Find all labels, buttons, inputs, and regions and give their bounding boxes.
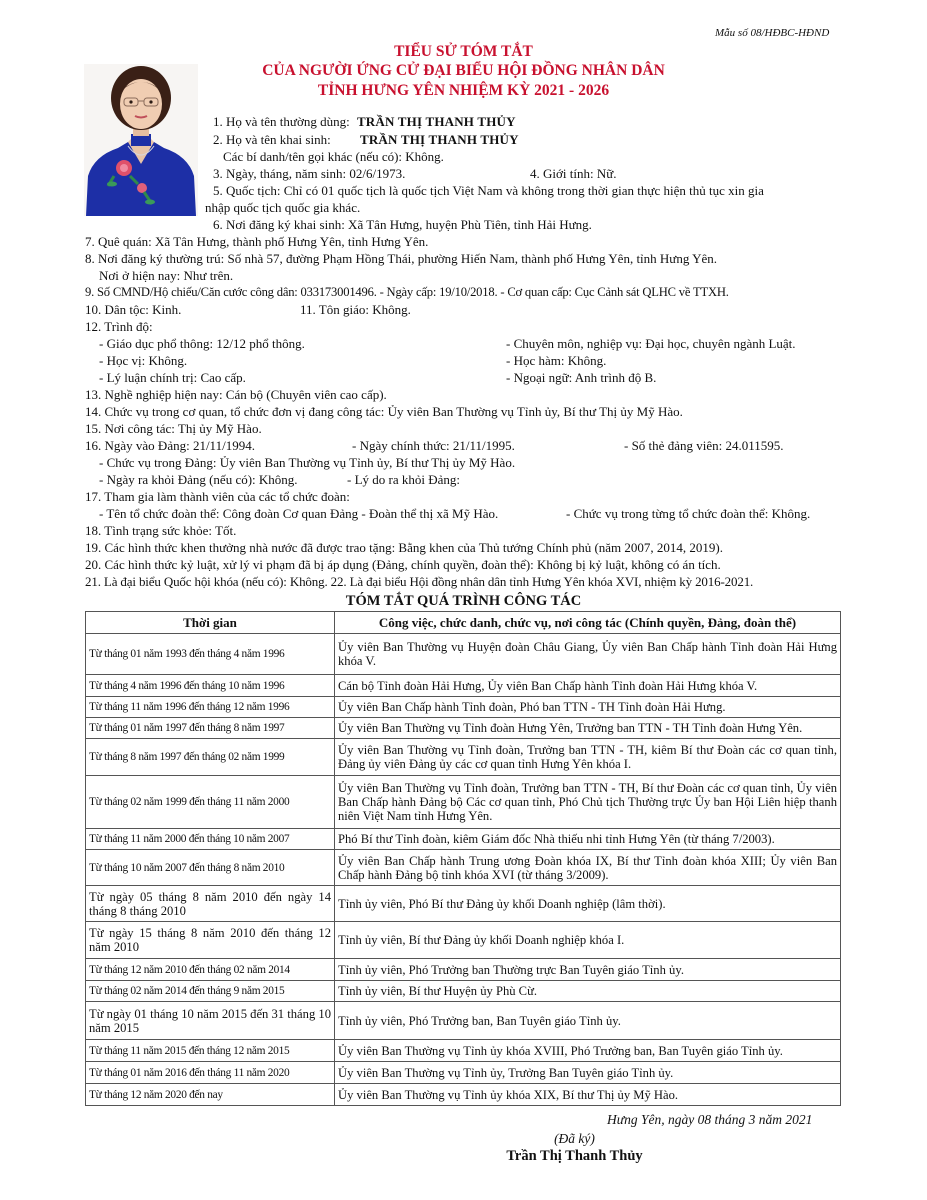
field-academic-degree: - Học vị: Không. [99,353,188,368]
cell-time: Từ tháng 01 năm 1993 đến tháng 4 năm 1996 [86,634,335,675]
field-position: 14. Chức vụ trong cơ quan, tổ chức đơn vị đang công tác: Ủy viên Ban Thường vụ Tỉnh ủy, Bí thư Thị ủy Mỹ Hào. [85,404,683,419]
field-ethnicity: 10. Dân tộc: Kinh. [85,302,182,317]
cell-description: Ủy viên Ban Chấp hành Trung ương Đoàn khóa IX, Bí thư Tỉnh đoàn khóa XIII; Ủy viên Ban Chấp hành Đảng bộ tỉnh khóa XVI (từ tháng 3/2009). [335,850,841,886]
cell-time: Từ tháng 12 năm 2020 đến nay [86,1084,335,1106]
table-row [86,776,841,829]
field-label: 1. Họ và tên thường dùng: [213,114,350,129]
cell-description: Ủy viên Ban Thường vụ Tỉnh đoàn, Trưởng ban TTN - TH, Bí thư Đoàn các cơ quan tỉnh, Ủy viên Ban Chấp hành Đảng bộ Các cơ quan tỉnh, Phó Chủ tịch Thường trực Ủy ban Hội Liên hiệp thanh niên Việt Nam tỉnh Hưng Yên. [335,776,841,829]
cell-description: Ủy viên Ban Thường vụ Tỉnh ủy khóa XIX, Bí thư Thị ủy Mỹ Hào. [335,1084,841,1106]
form-number: Mẫu số 08/HĐBC-HĐND [715,27,830,39]
field-specialty: - Chuyên môn, nghiệp vụ: Đại học, chuyên ngành Luật. [506,336,796,351]
field-party-card-number: - Số thẻ đảng viên: 24.011595. [624,438,784,453]
table-row [86,1002,841,1040]
table-row [86,718,841,739]
cell-description: Ủy viên Ban Thường vụ Tỉnh đoàn, Trưởng ban TTN - TH, kiêm Bí thư Đoàn các cơ quan tỉnh, Đảng ủy viên Đảng ủy các cơ quan tỉnh Hưng Yên khóa I. [335,739,841,776]
table-header-row [86,612,841,634]
field-foreign-language: - Ngoại ngữ: Anh trình độ B. [506,370,657,385]
field-nationality: 5. Quốc tịch: Chỉ có 01 quốc tịch là quốc tịch Việt Nam và không trong thời gian thực hiện thủ tục xin gia [213,183,764,198]
table-row [86,634,841,675]
field-party-position: - Chức vụ trong Đảng: Ủy viên Ban Thường vụ Tỉnh ủy, Bí thư Thị ủy Mỹ Hào. [99,455,516,470]
field-birth-registration: 6. Nơi đăng ký khai sinh: Xã Tân Hưng, huyện Phù Tiên, tỉnh Hải Hưng. [213,217,592,232]
table-row [86,1040,841,1062]
cell-description: Tỉnh ủy viên, Phó Bí thư Đảng ủy khối Doanh nghiệp (lâm thời). [335,886,841,922]
field-alias: Các bí danh/tên gọi khác (nếu có): Không. [223,149,444,164]
field-organizations-heading: 17. Tham gia làm thành viên của các tổ chức đoàn: [85,489,350,504]
cell-description: Phó Bí thư Tỉnh đoàn, kiêm Giám đốc Nhà thiếu nhi tỉnh Hưng Yên (từ tháng 7/2003). [335,829,841,850]
field-party-left-date: - Ngày ra khỏi Đảng (nếu có): Không. [99,472,298,487]
cell-description: Tỉnh ủy viên, Bí thư Đảng ủy khối Doanh nghiệp khóa I. [335,922,841,959]
cell-description: Ủy viên Ban Thường vụ Huyện đoàn Châu Giang, Ủy viên Ban Chấp hành Tỉnh đoàn Hải Hưng khóa V. [335,634,841,675]
table-row [86,959,841,981]
candidate-photo [84,64,198,216]
table-row [86,697,841,718]
field-health: 18. Tình trạng sức khỏe: Tốt. [85,523,237,538]
table-row [86,850,841,886]
field-current-residence: Nơi ở hiện nay: Như trên. [99,268,234,283]
table-row [86,675,841,697]
cell-time: Từ tháng 11 năm 1996 đến tháng 12 năm 1996 [86,697,335,718]
field-occupation: 13. Nghề nghiệp hiện nay: Cán bộ (Chuyên viên cao cấp). [85,387,387,402]
cell-description: Ủy viên Ban Thường vụ Tỉnh ủy, Trưởng Ban Tuyên giáo Tỉnh ủy. [335,1062,841,1084]
cell-description: Tỉnh ủy viên, Phó Trưởng ban, Ban Tuyên giáo Tỉnh ủy. [335,1002,841,1040]
cell-time: Từ tháng 02 năm 1999 đến tháng 11 năm 2000 [86,776,335,829]
work-history-table [85,611,841,1106]
table-row [86,981,841,1002]
column-header-description: Công việc, chức danh, chức vụ, nơi công tác (Chính quyền, Đảng, đoàn thể) [335,612,841,634]
cell-description: Ủy viên Ban Thường vụ Tỉnh đoàn Hưng Yên, Trưởng ban TTN - TH Tỉnh đoàn Hưng Yên. [335,718,841,739]
field-id-card: 9. Số CMND/Hộ chiếu/Căn cước công dân: 033173001496. - Ngày cấp: 19/10/2018. - Cơ quan cấp: Cục Cảnh sát QLHC về TTXH. [85,285,729,299]
cell-time: Từ tháng 4 năm 1996 đến tháng 10 năm 1996 [86,675,335,697]
portrait-image [84,64,198,216]
field-party-left-reason: - Lý do ra khỏi Đảng: [347,472,461,487]
column-header-time: Thời gian [86,612,335,634]
field-political-theory: - Lý luận chính trị: Cao cấp. [99,370,246,385]
table-row [86,739,841,776]
field-birth-name [213,131,519,148]
document-subtitle: CỦA NGƯỜI ỨNG CỬ ĐẠI BIỂU HỘI ĐỒNG NHÂN DÂN [262,62,665,79]
cell-time: Từ tháng 12 năm 2010 đến tháng 02 năm 2014 [86,959,335,981]
cell-description: Cán bộ Tỉnh đoàn Hải Hưng, Ủy viên Ban Chấp hành Tỉnh đoàn Hải Hưng khóa V. [335,675,841,697]
table-row [86,886,841,922]
candidate-birth-name: TRẦN THỊ THANH THỦY [359,132,519,147]
signer-name: Trần Thị Thanh Thủy [506,1148,643,1164]
field-organization-name: - Tên tổ chức đoàn thể: Công đoàn Cơ quan Đảng - Đoàn thể thị xã Mỹ Hào. [99,506,499,521]
field-label: 2. Họ và tên khai sinh: [213,132,331,147]
table-row [86,922,841,959]
cell-description: Ủy viên Ban Chấp hành Tỉnh đoàn, Phó ban TTN - TH Tỉnh đoàn Hải Hưng. [335,697,841,718]
field-party-join-date: 16. Ngày vào Đảng: 21/11/1994. [85,438,255,453]
field-workplace: 15. Nơi công tác: Thị ủy Mỹ Hào. [85,421,262,436]
cell-time: Từ tháng 11 năm 2015 đến tháng 12 năm 2015 [86,1040,335,1062]
field-awards: 19. Các hình thức khen thưởng nhà nước đã được trao tặng: Bằng khen của Thủ tướng Chính phủ (năm 2007, 2014, 2019). [85,540,723,555]
document-title: TIỂU SỬ TÓM TẮT [394,43,533,60]
document-subtitle-term: TỈNH HƯNG YÊN NHIỆM KỲ 2021 - 2026 [317,82,610,99]
table-row [86,1062,841,1084]
candidate-name: TRẦN THỊ THANH THỦY [356,114,516,129]
cell-time: Từ tháng 8 năm 1997 đến tháng 02 năm 1999 [86,739,335,776]
field-organization-role: - Chức vụ trong từng tổ chức đoàn thể: Không. [566,506,811,521]
cell-time: Từ tháng 11 năm 2000 đến tháng 10 năm 2007 [86,829,335,850]
cell-time: Từ ngày 01 tháng 10 năm 2015 đến 31 tháng 10 năm 2015 [86,1002,335,1040]
field-education-heading: 12. Trình độ: [85,319,153,334]
signed-note: (Đã ký) [554,1131,595,1146]
field-gender: 4. Giới tính: Nữ. [530,166,617,181]
cell-time: Từ ngày 15 tháng 8 năm 2010 đến tháng 12 năm 2010 [86,922,335,959]
cell-time: Từ tháng 01 năm 2016 đến tháng 11 năm 2020 [86,1062,335,1084]
field-common-name [213,113,516,130]
field-discipline: 20. Các hình thức kỷ luật, xử lý vi phạm đã bị áp dụng (Đảng, chính quyền, đoàn thể): Không bị kỷ luật, không có án tích. [85,557,721,572]
field-general-education: - Giáo dục phổ thông: 12/12 phổ thông. [99,336,305,351]
field-nationality-cont: nhập quốc tịch quốc gia khác. [205,200,361,215]
field-permanent-residence: 8. Nơi đăng ký thường trú: Số nhà 57, đường Phạm Hồng Thái, phường Hiến Nam, thành phố Hưng Yên, tỉnh Hưng Yên. [85,251,718,266]
field-party-official-date: - Ngày chính thức: 21/11/1995. [352,438,515,453]
field-hometown: 7. Quê quán: Xã Tân Hưng, thành phố Hưng Yên, tỉnh Hưng Yên. [85,234,429,249]
field-representative-history: 21. Là đại biểu Quốc hội khóa (nếu có): Không. 22. Là đại biểu Hội đồng nhân dân tỉnh Hưng Yên khóa XVI, nhiệm kỳ 2016-2021. [85,574,754,589]
field-religion: 11. Tôn giáo: Không. [300,302,411,317]
cell-time: Từ tháng 10 năm 2007 đến tháng 8 năm 2010 [86,850,335,886]
place-date: Hưng Yên, ngày 08 tháng 3 năm 2021 [607,1112,813,1127]
cell-time: Từ ngày 05 tháng 8 năm 2010 đến ngày 14 tháng 8 tháng 2010 [86,886,335,922]
cell-time: Từ tháng 02 năm 2014 đến tháng 9 năm 2015 [86,981,335,1002]
work-history-title: TÓM TẮT QUÁ TRÌNH CÔNG TÁC [345,593,582,609]
cell-description: Tỉnh ủy viên, Phó Trưởng ban Thường trực Ban Tuyên giáo Tỉnh ủy. [335,959,841,981]
cell-description: Ủy viên Ban Thường vụ Tỉnh ủy khóa XVIII, Phó Trưởng ban, Ban Tuyên giáo Tỉnh ủy. [335,1040,841,1062]
table-row [86,829,841,850]
field-academic-title: - Học hàm: Không. [506,353,607,368]
cell-time: Từ tháng 01 năm 1997 đến tháng 8 năm 1997 [86,718,335,739]
table-row [86,1084,841,1106]
cell-description: Tỉnh ủy viên, Bí thư Huyện ủy Phù Cừ. [335,981,841,1002]
field-birth-date: 3. Ngày, tháng, năm sinh: 02/6/1973. [213,166,406,181]
